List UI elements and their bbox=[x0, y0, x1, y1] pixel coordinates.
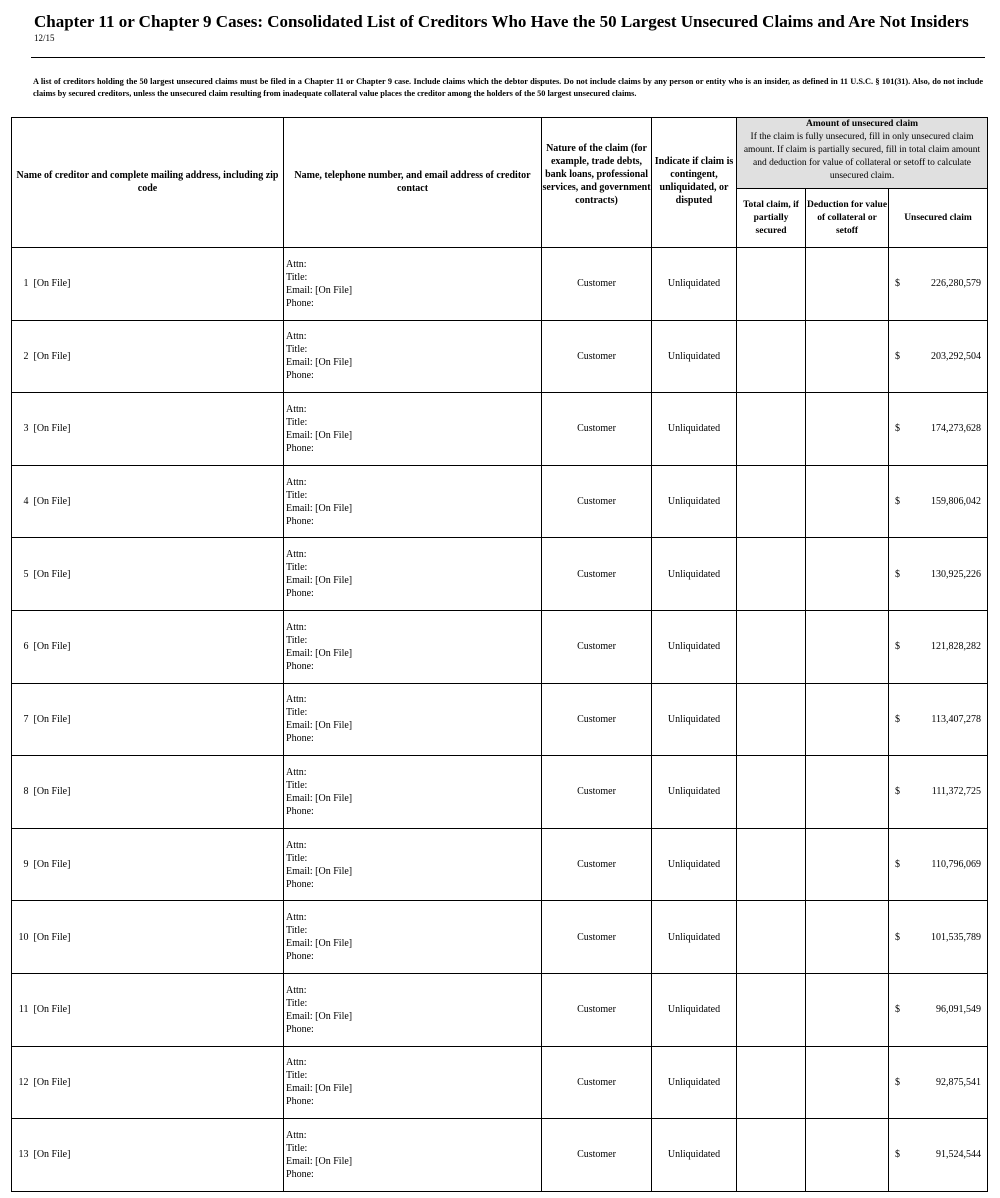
row-number: 6 bbox=[12, 610, 32, 683]
creditor-name: [On File] bbox=[32, 1046, 284, 1119]
contact-phone: Phone: bbox=[286, 442, 314, 454]
contact-email: Email: [On File] bbox=[286, 720, 353, 732]
contact-title: Title: bbox=[286, 997, 308, 1009]
page-title: Chapter 11 or Chapter 9 Cases: Consolidated List of Creditors Who Have the 50 Largest Unsecured Claims and Are Not Insiders bbox=[34, 12, 969, 31]
header-contact: Name, telephone number, and email address of creditor contact bbox=[284, 118, 542, 248]
unsecured-amount: 203,292,504 bbox=[931, 350, 982, 362]
contact-title: Title: bbox=[286, 344, 308, 356]
creditor-contact bbox=[284, 973, 542, 1046]
claim-nature: Customer bbox=[542, 465, 652, 538]
claim-indicator: Unliquidated bbox=[652, 1046, 737, 1119]
contact-email: Email: [On File] bbox=[286, 284, 353, 296]
row-number: 11 bbox=[12, 973, 32, 1046]
header-deduction: Deduction for value of collateral or setoff bbox=[806, 189, 889, 248]
deduction bbox=[806, 393, 889, 466]
contact-phone: Phone: bbox=[286, 1096, 314, 1108]
currency-symbol: $ bbox=[895, 496, 901, 508]
contact-attn: Attn: bbox=[286, 403, 307, 415]
creditor-name: [On File] bbox=[32, 248, 284, 321]
contact-attn: Attn: bbox=[286, 839, 307, 851]
claim-indicator: Unliquidated bbox=[652, 465, 737, 538]
header-amount-title: Amount of unsecured claim bbox=[806, 119, 918, 129]
deduction bbox=[806, 538, 889, 611]
unsecured-claim bbox=[889, 901, 988, 974]
creditor-name: [On File] bbox=[32, 320, 284, 393]
contact-attn: Attn: bbox=[286, 766, 307, 778]
deduction bbox=[806, 756, 889, 829]
header-indicator: Indicate if claim is contingent, unliquidated, or disputed bbox=[652, 118, 737, 248]
claim-nature: Customer bbox=[542, 320, 652, 393]
contact-title: Title: bbox=[286, 1142, 308, 1154]
creditor-contact bbox=[284, 756, 542, 829]
creditor-name: [On File] bbox=[32, 393, 284, 466]
currency-symbol: $ bbox=[895, 1004, 901, 1016]
contact-attn: Attn: bbox=[286, 331, 307, 343]
total-claim bbox=[737, 1119, 806, 1192]
currency-symbol: $ bbox=[895, 278, 901, 290]
currency-symbol: $ bbox=[895, 859, 901, 871]
contact-email: Email: [On File] bbox=[286, 865, 353, 877]
unsecured-claim bbox=[889, 538, 988, 611]
row-number: 7 bbox=[12, 683, 32, 756]
currency-symbol: $ bbox=[895, 641, 901, 653]
row-number: 10 bbox=[12, 901, 32, 974]
total-claim bbox=[737, 538, 806, 611]
contact-email: Email: [On File] bbox=[286, 1010, 353, 1022]
creditor-contact bbox=[284, 828, 542, 901]
creditor-contact bbox=[284, 610, 542, 683]
claim-indicator: Unliquidated bbox=[652, 683, 737, 756]
claim-nature: Customer bbox=[542, 248, 652, 321]
contact-attn: Attn: bbox=[286, 549, 307, 561]
unsecured-amount: 91,524,544 bbox=[936, 1149, 982, 1161]
table-row bbox=[12, 973, 988, 1046]
unsecured-amount: 113,407,278 bbox=[931, 713, 982, 725]
contact-title: Title: bbox=[286, 779, 308, 791]
contact-phone: Phone: bbox=[286, 660, 314, 672]
contact-phone: Phone: bbox=[286, 805, 314, 817]
claim-nature: Customer bbox=[542, 610, 652, 683]
contact-email: Email: [On File] bbox=[286, 502, 353, 514]
table-row bbox=[12, 1046, 988, 1119]
header-amount-group bbox=[737, 118, 988, 189]
creditor-contact bbox=[284, 1119, 542, 1192]
claim-indicator: Unliquidated bbox=[652, 320, 737, 393]
total-claim bbox=[737, 901, 806, 974]
contact-title: Title: bbox=[286, 416, 308, 428]
unsecured-amount: 226,280,579 bbox=[931, 278, 982, 290]
claim-indicator: Unliquidated bbox=[652, 756, 737, 829]
total-claim bbox=[737, 610, 806, 683]
claim-nature: Customer bbox=[542, 901, 652, 974]
unsecured-amount: 101,535,789 bbox=[931, 931, 982, 943]
header-total-claim: Total claim, if partially secured bbox=[737, 189, 806, 248]
claim-indicator: Unliquidated bbox=[652, 538, 737, 611]
creditor-name: [On File] bbox=[32, 901, 284, 974]
table-row bbox=[12, 901, 988, 974]
contact-email: Email: [On File] bbox=[286, 647, 353, 659]
row-number: 2 bbox=[12, 320, 32, 393]
creditor-contact bbox=[284, 683, 542, 756]
creditor-contact bbox=[284, 393, 542, 466]
row-number: 1 bbox=[12, 248, 32, 321]
deduction bbox=[806, 465, 889, 538]
contact-email: Email: [On File] bbox=[286, 1155, 353, 1167]
creditors-table bbox=[11, 117, 988, 1192]
claim-nature: Customer bbox=[542, 756, 652, 829]
unsecured-claim bbox=[889, 1046, 988, 1119]
unsecured-claim bbox=[889, 683, 988, 756]
row-number: 4 bbox=[12, 465, 32, 538]
unsecured-amount: 174,273,628 bbox=[931, 423, 982, 435]
table-row bbox=[12, 683, 988, 756]
contact-attn: Attn: bbox=[286, 694, 307, 706]
unsecured-claim bbox=[889, 756, 988, 829]
unsecured-claim bbox=[889, 973, 988, 1046]
contact-attn: Attn: bbox=[286, 621, 307, 633]
unsecured-amount: 159,806,042 bbox=[931, 496, 982, 508]
claim-nature: Customer bbox=[542, 1046, 652, 1119]
unsecured-amount: 92,875,541 bbox=[936, 1076, 982, 1088]
claim-indicator: Unliquidated bbox=[652, 248, 737, 321]
total-claim bbox=[737, 828, 806, 901]
row-number: 13 bbox=[12, 1119, 32, 1192]
creditor-name: [On File] bbox=[32, 828, 284, 901]
contact-email: Email: [On File] bbox=[286, 429, 353, 441]
contact-email: Email: [On File] bbox=[286, 792, 353, 804]
total-claim bbox=[737, 320, 806, 393]
contact-title: Title: bbox=[286, 925, 308, 937]
contact-title: Title: bbox=[286, 707, 308, 719]
creditor-contact bbox=[284, 538, 542, 611]
table-row bbox=[12, 393, 988, 466]
contact-email: Email: [On File] bbox=[286, 938, 353, 950]
row-number: 9 bbox=[12, 828, 32, 901]
contact-phone: Phone: bbox=[286, 878, 314, 890]
unsecured-amount: 121,828,282 bbox=[931, 641, 982, 653]
contact-email: Email: [On File] bbox=[286, 357, 353, 369]
claim-nature: Customer bbox=[542, 1119, 652, 1192]
row-number: 3 bbox=[12, 393, 32, 466]
claim-nature: Customer bbox=[542, 828, 652, 901]
row-number: 5 bbox=[12, 538, 32, 611]
contact-title: Title: bbox=[286, 271, 308, 283]
contact-phone: Phone: bbox=[286, 297, 314, 309]
claim-indicator: Unliquidated bbox=[652, 610, 737, 683]
contact-email: Email: [On File] bbox=[286, 575, 353, 587]
deduction bbox=[806, 320, 889, 393]
claim-nature: Customer bbox=[542, 683, 652, 756]
contact-attn: Attn: bbox=[286, 1057, 307, 1069]
total-claim bbox=[737, 248, 806, 321]
contact-attn: Attn: bbox=[286, 1129, 307, 1141]
contact-title: Title: bbox=[286, 852, 308, 864]
contact-phone: Phone: bbox=[286, 951, 314, 963]
contact-phone: Phone: bbox=[286, 733, 314, 745]
contact-title: Title: bbox=[286, 1070, 308, 1082]
currency-symbol: $ bbox=[895, 423, 901, 435]
claim-indicator: Unliquidated bbox=[652, 393, 737, 466]
table-row bbox=[12, 1119, 988, 1192]
contact-phone: Phone: bbox=[286, 370, 314, 382]
creditor-name: [On File] bbox=[32, 610, 284, 683]
table-row bbox=[12, 610, 988, 683]
currency-symbol: $ bbox=[895, 1076, 901, 1088]
unsecured-claim bbox=[889, 465, 988, 538]
total-claim bbox=[737, 1046, 806, 1119]
table-row bbox=[12, 756, 988, 829]
deduction bbox=[806, 1119, 889, 1192]
contact-title: Title: bbox=[286, 562, 308, 574]
deduction bbox=[806, 248, 889, 321]
table-row bbox=[12, 828, 988, 901]
contact-title: Title: bbox=[286, 634, 308, 646]
contact-title: Title: bbox=[286, 489, 308, 501]
deduction bbox=[806, 1046, 889, 1119]
unsecured-amount: 96,091,549 bbox=[936, 1004, 982, 1016]
contact-attn: Attn: bbox=[286, 912, 307, 924]
unsecured-amount: 111,372,725 bbox=[931, 786, 982, 798]
contact-attn: Attn: bbox=[286, 258, 307, 270]
form-code: 12/15 bbox=[34, 33, 55, 43]
table-row bbox=[12, 320, 988, 393]
unsecured-claim bbox=[889, 828, 988, 901]
deduction bbox=[806, 828, 889, 901]
unsecured-claim bbox=[889, 248, 988, 321]
creditor-name: [On File] bbox=[32, 538, 284, 611]
total-claim bbox=[737, 393, 806, 466]
creditor-contact bbox=[284, 320, 542, 393]
unsecured-amount: 130,925,226 bbox=[931, 568, 982, 580]
currency-symbol: $ bbox=[895, 350, 901, 362]
table-row bbox=[12, 248, 988, 321]
claim-indicator: Unliquidated bbox=[652, 901, 737, 974]
claim-indicator: Unliquidated bbox=[652, 828, 737, 901]
total-claim bbox=[737, 756, 806, 829]
header-unsecured: Unsecured claim bbox=[889, 189, 988, 248]
header-amount-note: If the claim is fully unsecured, fill in only unsecured claim amount. If claim is partially secured, fill in total claim amount and deduction for value of collateral or setoff to calculate unsecured claim. bbox=[743, 132, 981, 181]
claim-indicator: Unliquidated bbox=[652, 973, 737, 1046]
total-claim bbox=[737, 683, 806, 756]
deduction bbox=[806, 901, 889, 974]
claim-nature: Customer bbox=[542, 538, 652, 611]
header-creditor: Name of creditor and complete mailing address, including zip code bbox=[12, 118, 284, 248]
creditor-name: [On File] bbox=[32, 1119, 284, 1192]
total-claim bbox=[737, 973, 806, 1046]
contact-phone: Phone: bbox=[286, 588, 314, 600]
unsecured-amount: 110,796,069 bbox=[931, 859, 982, 871]
currency-symbol: $ bbox=[895, 568, 901, 580]
currency-symbol: $ bbox=[895, 713, 901, 725]
title-divider bbox=[31, 57, 985, 58]
row-number: 8 bbox=[12, 756, 32, 829]
contact-attn: Attn: bbox=[286, 476, 307, 488]
instructions-text: A list of creditors holding the 50 largest unsecured claims must be filed in a Chapter 11 or Chapter 9 case. Include claims which the debtor disputes. Do not include claims by any person or entity who is an insider, as defined in 11 U.S.C. § 101(31). Also, do not include claims by secured creditors, unless the unsecured claim resulting from inadequate collateral value places the creditor among the holders of the 50 largest unsecured claims. bbox=[33, 77, 983, 98]
creditor-contact bbox=[284, 465, 542, 538]
unsecured-claim bbox=[889, 393, 988, 466]
claim-nature: Customer bbox=[542, 973, 652, 1046]
deduction bbox=[806, 683, 889, 756]
table-row bbox=[12, 538, 988, 611]
header-nature: Nature of the claim (for example, trade debts, bank loans, professional services, and government contracts) bbox=[542, 118, 652, 248]
unsecured-claim bbox=[889, 610, 988, 683]
claim-indicator: Unliquidated bbox=[652, 1119, 737, 1192]
deduction bbox=[806, 610, 889, 683]
creditor-contact bbox=[284, 248, 542, 321]
creditor-name: [On File] bbox=[32, 465, 284, 538]
unsecured-claim bbox=[889, 1119, 988, 1192]
unsecured-claim bbox=[889, 320, 988, 393]
contact-phone: Phone: bbox=[286, 515, 314, 527]
creditor-name: [On File] bbox=[32, 683, 284, 756]
table-row bbox=[12, 465, 988, 538]
currency-symbol: $ bbox=[895, 786, 901, 798]
contact-attn: Attn: bbox=[286, 984, 307, 996]
contact-phone: Phone: bbox=[286, 1023, 314, 1035]
creditor-contact bbox=[284, 1046, 542, 1119]
creditor-name: [On File] bbox=[32, 973, 284, 1046]
deduction bbox=[806, 973, 889, 1046]
creditor-name: [On File] bbox=[32, 756, 284, 829]
contact-email: Email: [On File] bbox=[286, 1083, 353, 1095]
total-claim bbox=[737, 465, 806, 538]
creditor-contact bbox=[284, 901, 542, 974]
currency-symbol: $ bbox=[895, 1149, 901, 1161]
row-number: 12 bbox=[12, 1046, 32, 1119]
claim-nature: Customer bbox=[542, 393, 652, 466]
contact-phone: Phone: bbox=[286, 1168, 314, 1180]
currency-symbol: $ bbox=[895, 931, 901, 943]
